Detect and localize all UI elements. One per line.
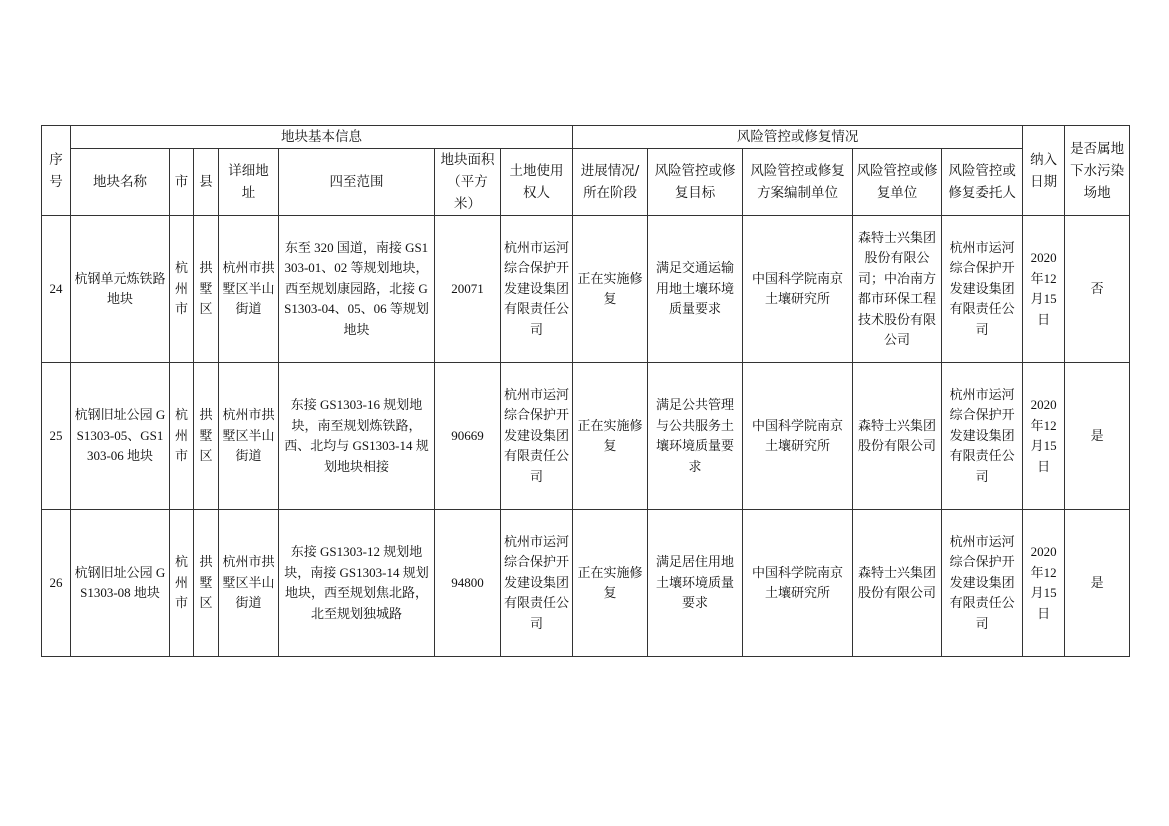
header-group-risk-control: 风险管控或修复情况: [573, 126, 1023, 149]
cell-exec-unit: 森特士兴集团股份有限公司；中冶南方都市环保工程技术股份有限公司: [853, 216, 942, 363]
cell-area: 90669: [435, 363, 501, 510]
cell-client: 杭州市运河综合保护开发建设集团有限责任公司: [942, 216, 1023, 363]
cell-date: 2020年12月15日: [1023, 510, 1065, 657]
cell-county: 拱墅区: [194, 363, 219, 510]
header-owner: 土地使用权人: [501, 149, 573, 216]
header-seq: 序号: [42, 126, 71, 216]
cell-name: 杭钢旧址公园 GS1303-08 地块: [71, 510, 170, 657]
cell-exec-unit: 森特士兴集团股份有限公司: [853, 510, 942, 657]
cell-plan-unit: 中国科学院南京土壤研究所: [743, 216, 853, 363]
header-name: 地块名称: [71, 149, 170, 216]
cell-address: 杭州市拱墅区半山街道: [219, 510, 279, 657]
header-row-columns: [42, 149, 1130, 216]
cell-owner: 杭州市运河综合保护开发建设集团有限责任公司: [501, 216, 573, 363]
cell-plan-unit: 中国科学院南京土壤研究所: [743, 363, 853, 510]
cell-name: 杭钢单元炼铁路地块: [71, 216, 170, 363]
cell-city: 杭州市: [170, 510, 194, 657]
header-target: 风险管控或修复目标: [648, 149, 743, 216]
cell-seq: 24: [42, 216, 71, 363]
cell-boundary: 东至 320 国道，南接 GS1303-01、02 等规划地块，西至规划康园路，北接 GS1303-04、05、06 等规划地块: [279, 216, 435, 363]
cell-address: 杭州市拱墅区半山街道: [219, 216, 279, 363]
header-plan-unit: 风险管控或修复方案编制单位: [743, 149, 853, 216]
cell-name: 杭钢旧址公园 GS1303-05、GS1303-06 地块: [71, 363, 170, 510]
cell-address: 杭州市拱墅区半山街道: [219, 363, 279, 510]
cell-client: 杭州市运河综合保护开发建设集团有限责任公司: [942, 510, 1023, 657]
cell-seq: 25: [42, 363, 71, 510]
header-address: 详细地址: [219, 149, 279, 216]
header-groundwater: 是否属地下水污染场地: [1065, 126, 1130, 216]
cell-groundwater: 否: [1065, 216, 1130, 363]
header-group-basic-info: 地块基本信息: [71, 126, 573, 149]
cell-area: 20071: [435, 216, 501, 363]
cell-boundary: 东接 GS1303-16 规划地块，南至规划炼铁路，西、北均与 GS1303-14 规划地块相接: [279, 363, 435, 510]
cell-county: 拱墅区: [194, 510, 219, 657]
cell-exec-unit: 森特士兴集团股份有限公司: [853, 363, 942, 510]
cell-date: 2020年12月15日: [1023, 216, 1065, 363]
header-county: 县: [194, 149, 219, 216]
cell-date: 2020年12月15日: [1023, 363, 1065, 510]
cell-groundwater: 是: [1065, 363, 1130, 510]
cell-boundary: 东接 GS1303-12 规划地块，南接 GS1303-14 规划地块，西至规划焦北路，北至规划独城路: [279, 510, 435, 657]
header-progress: 进展情况/所在阶段: [573, 149, 648, 216]
cell-progress: 正在实施修复: [573, 216, 648, 363]
table-row: [42, 510, 1130, 657]
cell-client: 杭州市运河综合保护开发建设集团有限责任公司: [942, 363, 1023, 510]
header-exec-unit: 风险管控或修复单位: [853, 149, 942, 216]
cell-seq: 26: [42, 510, 71, 657]
cell-target: 满足公共管理与公共服务土壤环境质量要求: [648, 363, 743, 510]
header-included-date: 纳入日期: [1023, 126, 1065, 216]
cell-target: 满足居住用地土壤环境质量要求: [648, 510, 743, 657]
cell-city: 杭州市: [170, 363, 194, 510]
table-row: [42, 216, 1130, 363]
cell-progress: 正在实施修复: [573, 510, 648, 657]
cell-city: 杭州市: [170, 216, 194, 363]
cell-county: 拱墅区: [194, 216, 219, 363]
cell-owner: 杭州市运河综合保护开发建设集团有限责任公司: [501, 510, 573, 657]
header-row-groups: [42, 126, 1130, 149]
contaminated-sites-table: [41, 125, 1130, 657]
header-client: 风险管控或修复委托人: [942, 149, 1023, 216]
header-boundary: 四至范围: [279, 149, 435, 216]
cell-owner: 杭州市运河综合保护开发建设集团有限责任公司: [501, 363, 573, 510]
header-city: 市: [170, 149, 194, 216]
cell-target: 满足交通运输用地土壤环境质量要求: [648, 216, 743, 363]
header-area: 地块面积（平方米）: [435, 149, 501, 216]
cell-groundwater: 是: [1065, 510, 1130, 657]
cell-progress: 正在实施修复: [573, 363, 648, 510]
cell-area: 94800: [435, 510, 501, 657]
table-row: [42, 363, 1130, 510]
cell-plan-unit: 中国科学院南京土壤研究所: [743, 510, 853, 657]
